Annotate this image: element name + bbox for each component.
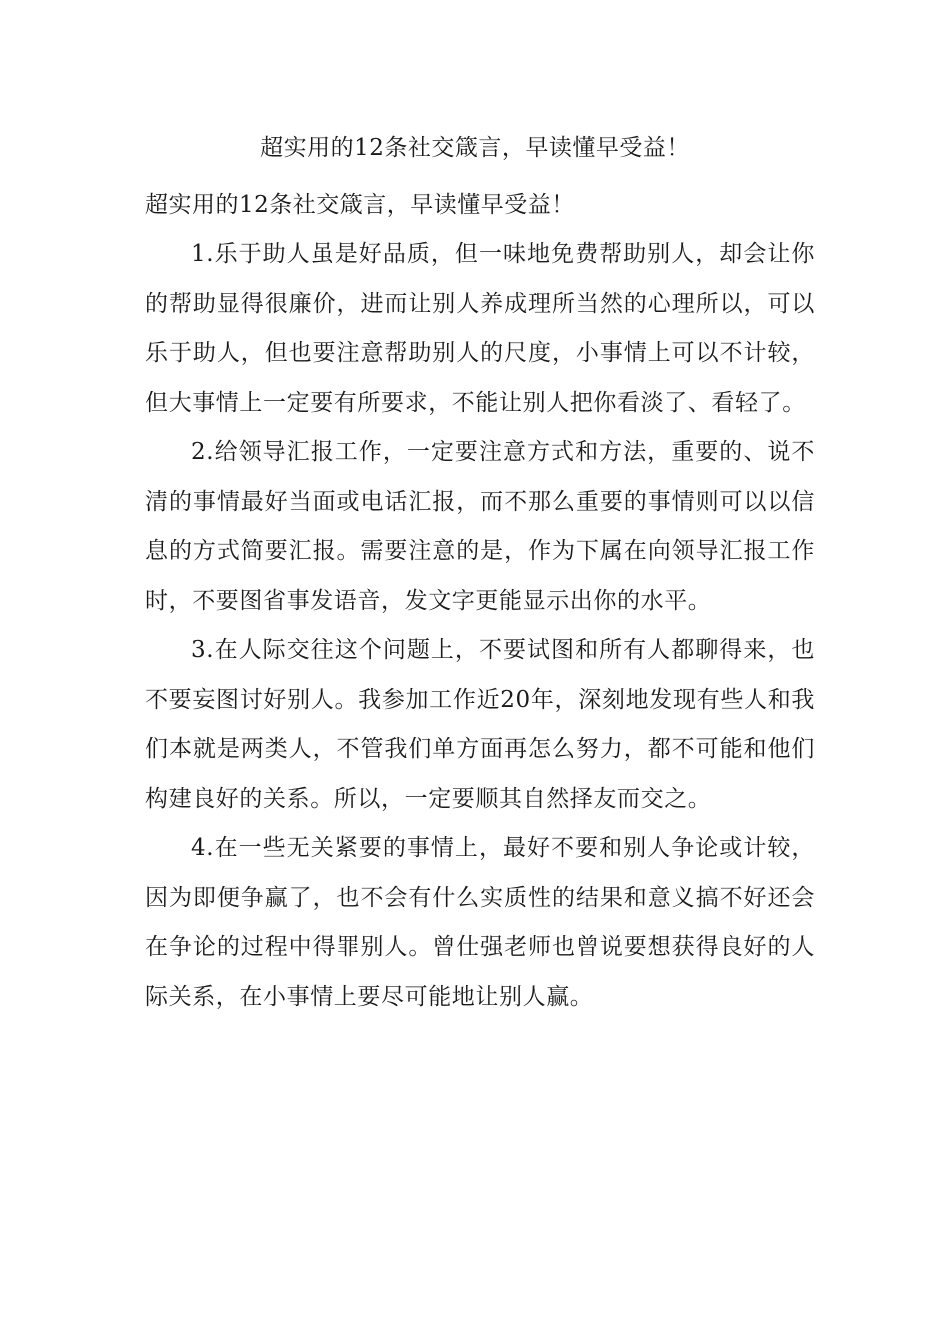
document-body — [145, 180, 815, 1022]
paragraph-2: 2.给领导汇报工作，一定要注意方式和方法，重要的、说不清的事情最好当面或电话汇报，而不那么重要的事情则可以以信息的方式简要汇报。需要注意的是，作为下属在向领导汇报工作时，不要图省事发语音，发文字更能显示出你的水平。 — [145, 439, 815, 614]
page-title: 超实用的12条社交箴言，早读懂早受益！ — [260, 135, 690, 161]
document-subtitle: 超实用的12条社交箴言，早读懂早受益！ — [145, 192, 575, 218]
paragraph-3: 3.在人际交往这个问题上，不要试图和所有人都聊得来，也不要妄图讨好别人。我参加工作近20年，深刻地发现有些人和我们本就是两类人，不管我们单方面再怎么努力，都不可能和他们构建良好的关系。所以，一定要顺其自然择友而交之。 — [145, 637, 815, 812]
paragraph-4: 4.在一些无关紧要的事情上，最好不要和别人争论或计较，因为即便争赢了，也不会有什么实质性的结果和意义搞不好还会在争论的过程中得罪别人。曾仕强老师也曾说要想获得良好的人际关系，在小事情上要尽可能地让别人赢。 — [145, 835, 815, 1010]
paragraph-1: 1.乐于助人虽是好品质，但一味地免费帮助别人，却会让你的帮助显得很廉价，进而让别人养成理所当然的心理所以，可以乐于助人，但也要注意帮助别人的尺度，小事情上可以不计较，但大事情上一定要有所要求，不能让别人把你看淡了、看轻了。 — [145, 241, 815, 416]
